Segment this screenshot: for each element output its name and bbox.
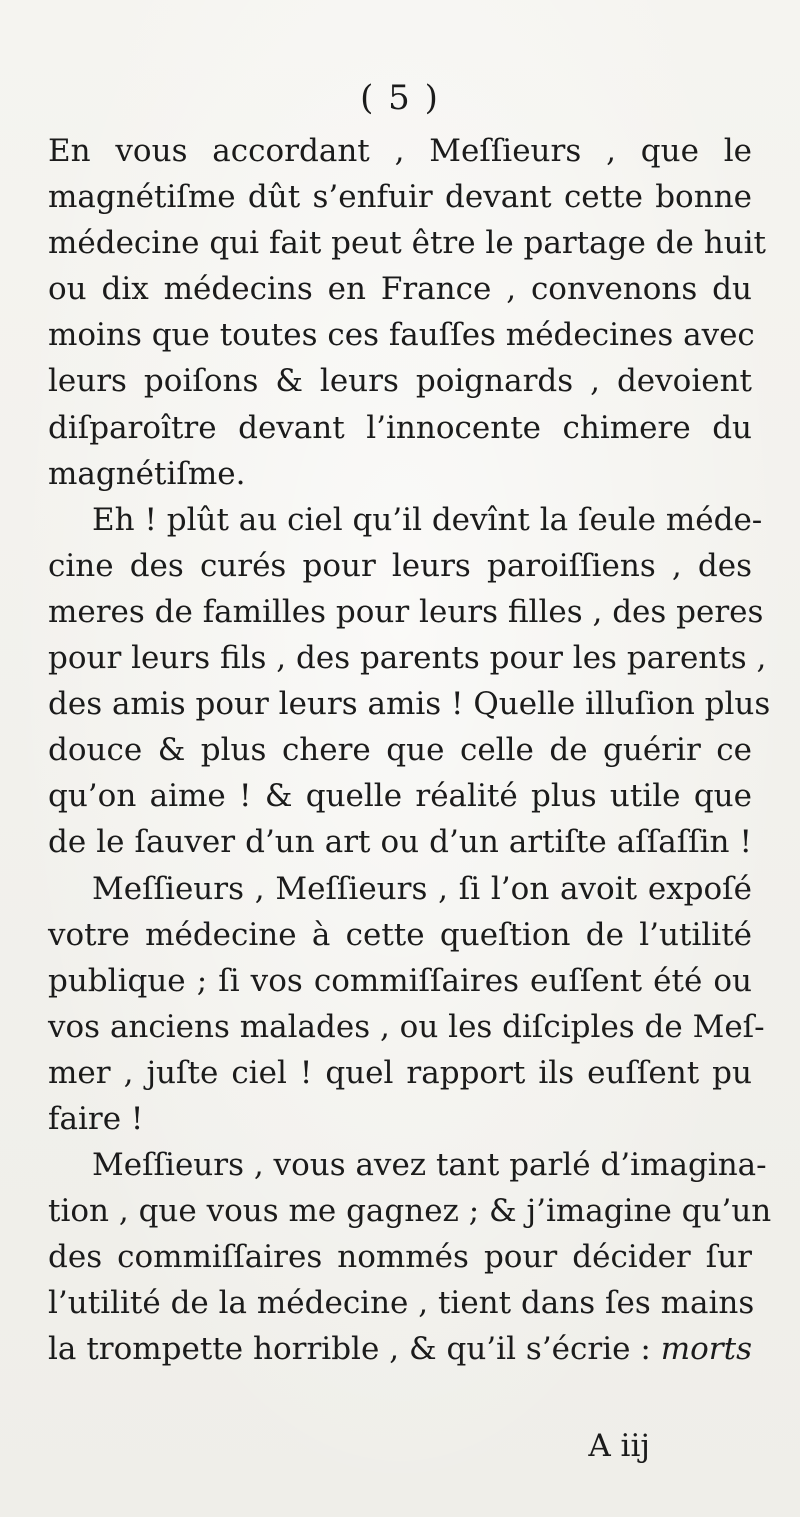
text-line: des commiſſaires nommés pour décider ſur bbox=[48, 1239, 752, 1276]
text-line: leurs poiſons & leurs poignards , devoient bbox=[48, 363, 752, 400]
page-number: ( 5 ) bbox=[360, 78, 440, 118]
text-line-main: la trompette horrible , & qu’il s’écrie : bbox=[48, 1331, 651, 1368]
italic-word: morts bbox=[660, 1331, 752, 1368]
text-line: Meſſieurs , vous avez tant parlé d’imagina- bbox=[92, 1147, 767, 1184]
text-line: moins que toutes ces fauſſes médecines avec bbox=[48, 317, 755, 354]
text-line bbox=[48, 1326, 752, 1372]
text-line: pour leurs fils , des parents pour les parents , bbox=[48, 640, 767, 677]
text-line: des amis pour leurs amis ! Quelle illuſion plus bbox=[48, 686, 771, 723]
text-line: mer , juſte ciel ! quel rapport ils euſſent pu bbox=[48, 1054, 752, 1091]
text-line: vos anciens malades , ou les diſciples de Meſ- bbox=[48, 1008, 765, 1045]
text-line: faire ! bbox=[48, 1100, 144, 1137]
text-line: douce & plus chere que celle de guérir ce bbox=[48, 732, 752, 769]
body-text bbox=[48, 128, 772, 1373]
signature-mark: A iij bbox=[588, 1428, 650, 1464]
text-line: ou dix médecins en France , convenons du bbox=[48, 271, 752, 308]
text-line: l’utilité de la médecine , tient dans ſes mains bbox=[48, 1285, 755, 1322]
text-line: de le ſauver d’un art ou d’un artiſte aſſaſſin ! bbox=[48, 824, 752, 861]
text-line: Meſſieurs , Meſſieurs , ſi l’on avoit expoſé bbox=[92, 870, 752, 907]
text-line: qu’on aime ! & quelle réalité plus utile que bbox=[48, 778, 752, 815]
text-line: diſparoître devant l’innocente chimere du bbox=[48, 409, 752, 446]
text-line: publique ; ſi vos commiſſaires euſſent été ou bbox=[48, 962, 752, 999]
text-line: médecine qui fait peut être le partage de huit bbox=[48, 225, 767, 262]
text-line: magnétiſme. bbox=[48, 455, 246, 492]
text-line: Eh ! plût au ciel qu’il devînt la ſeule méde- bbox=[92, 501, 763, 538]
text-line: tion , que vous me gagnez ; & j’imagine qu’un bbox=[48, 1193, 772, 1230]
text-line: votre médecine à cette queſtion de l’utilité bbox=[48, 916, 752, 953]
text-line: meres de familles pour leurs filles , des peres bbox=[48, 593, 764, 630]
text-line: magnétiſme dût s’enfuir devant cette bonne bbox=[48, 179, 752, 216]
text-line: cine des curés pour leurs paroiſſiens , des bbox=[48, 547, 752, 584]
text-line: En vous accordant , Meſſieurs , que le bbox=[48, 133, 752, 169]
